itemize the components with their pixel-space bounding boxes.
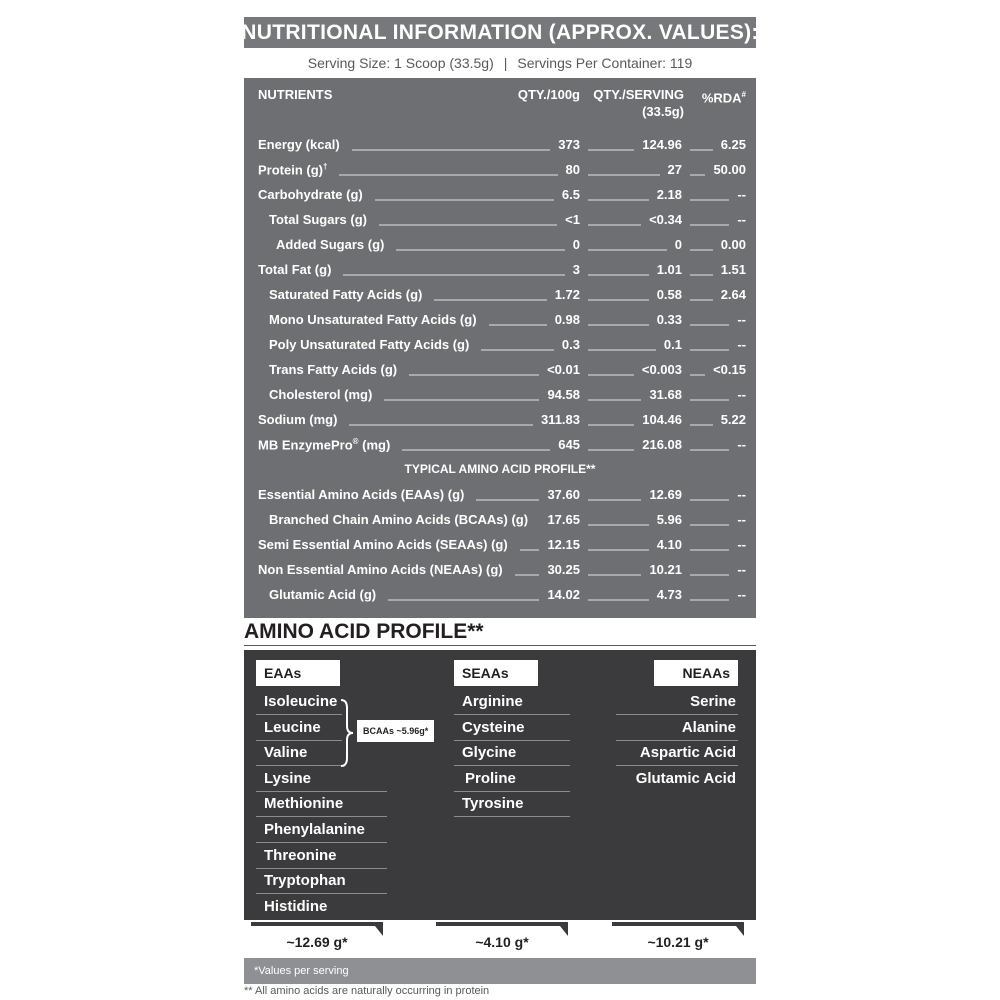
value-serving: 104.46 xyxy=(642,412,682,427)
leader-line xyxy=(588,599,649,601)
row-name: Sodium (mg) xyxy=(258,412,338,427)
leader-line xyxy=(588,524,649,526)
value-100g: 80 xyxy=(565,162,580,177)
value-100g: 37.60 xyxy=(547,487,580,502)
row-name: Glutamic Acid (g) xyxy=(269,587,377,602)
leader-line xyxy=(588,349,656,351)
table-row-mono-unsaturated-fat xyxy=(244,308,756,333)
leader-line xyxy=(352,149,550,151)
value-100g: 311.83 xyxy=(540,412,580,427)
bcaa-brace xyxy=(339,698,355,768)
leader-line xyxy=(690,424,713,426)
eaa-item: Valine xyxy=(256,741,342,766)
leader-line xyxy=(690,249,713,251)
eaa-item: Isoleucine xyxy=(256,690,342,715)
leader-line xyxy=(690,374,705,376)
footnote-per-serving: *Values per serving xyxy=(244,958,756,984)
value-rda: 5.22 xyxy=(720,412,746,427)
leader-line xyxy=(588,399,641,401)
neaa-item: Aspartic Acid xyxy=(616,741,738,766)
value-rda: -- xyxy=(737,187,746,202)
amino-profile-panel xyxy=(244,650,756,920)
header-qty-serving-size: (33.5g) xyxy=(642,104,684,119)
value-100g: 14.02 xyxy=(547,587,580,602)
neaa-item: Glutamic Acid xyxy=(635,770,736,787)
leader-line xyxy=(588,249,667,251)
row-name: Energy (kcal) xyxy=(258,137,340,152)
leader-line xyxy=(588,574,641,576)
table-row-seaas xyxy=(244,533,756,558)
seaas-total-value: ~4.10 g* xyxy=(475,934,529,950)
serving-info xyxy=(244,49,756,76)
row-name: Trans Fatty Acids (g) xyxy=(269,362,398,377)
value-serving: 4.10 xyxy=(656,537,682,552)
divider xyxy=(244,645,756,646)
neaas-total-value: ~10.21 g* xyxy=(647,934,709,950)
leader-line xyxy=(588,499,641,501)
header-qty-serving xyxy=(593,86,684,120)
value-rda: -- xyxy=(737,512,746,527)
eaa-item: Methionine xyxy=(256,792,387,817)
value-rda: -- xyxy=(737,212,746,227)
leader-line xyxy=(588,324,649,326)
value-100g: 1.72 xyxy=(554,287,580,302)
row-name: Added Sugars (g) xyxy=(276,237,385,252)
eaas-total xyxy=(251,922,383,958)
leader-line xyxy=(690,349,729,351)
leader-line xyxy=(588,224,641,226)
eaa-item: Leucine xyxy=(256,716,342,741)
eaas-total-value: ~12.69 g* xyxy=(286,934,348,950)
leader-line xyxy=(690,599,729,601)
value-serving: <0.34 xyxy=(649,212,682,227)
seaa-item: Cysteine xyxy=(454,716,570,741)
leader-line xyxy=(434,299,547,301)
value-serving: 1.01 xyxy=(656,262,682,277)
leader-line xyxy=(339,174,558,176)
leader-line xyxy=(588,424,634,426)
table-row-poly-unsaturated-fat xyxy=(244,333,756,358)
leader-line xyxy=(588,299,649,301)
value-rda: 2.64 xyxy=(720,287,746,302)
value-100g: 645 xyxy=(558,437,580,452)
value-rda: -- xyxy=(737,537,746,552)
leader-line xyxy=(690,149,713,151)
table-row-enzymepro xyxy=(244,433,756,458)
seaas-label: SEAAs xyxy=(454,660,538,686)
leader-line xyxy=(690,274,713,276)
value-serving: 124.96 xyxy=(642,137,682,152)
table-row-total-sugars xyxy=(244,208,756,233)
leader-line xyxy=(396,249,565,251)
row-name: Total Fat (g) xyxy=(258,262,332,277)
totals-band xyxy=(244,920,756,958)
page-title: NUTRITIONAL INFORMATION (APPROX. VALUES): xyxy=(244,17,756,48)
table-row-glutamic-acid xyxy=(244,583,756,608)
row-name xyxy=(258,162,331,177)
value-rda: -- xyxy=(737,587,746,602)
serving-size: Serving Size: 1 Scoop (33.5g) xyxy=(307,54,494,71)
value-serving: 12.69 xyxy=(649,487,682,502)
leader-line xyxy=(690,224,729,226)
leader-line xyxy=(588,549,649,551)
value-100g: 0.98 xyxy=(554,312,580,327)
header-rda-label: %RDA xyxy=(701,90,742,106)
leader-line xyxy=(489,324,547,326)
value-serving: 216.08 xyxy=(642,437,682,452)
value-100g: 3 xyxy=(572,262,580,277)
leader-line xyxy=(588,174,660,176)
value-serving: 10.21 xyxy=(649,562,682,577)
value-rda: -- xyxy=(737,312,746,327)
leader-line xyxy=(379,224,557,226)
value-serving: <0.003 xyxy=(641,362,682,377)
table-row-saturated-fat xyxy=(244,283,756,308)
value-100g: <0.01 xyxy=(547,362,580,377)
row-name: Saturated Fatty Acids (g) xyxy=(269,287,423,302)
eaas-label: EAAs xyxy=(256,660,340,686)
table-row-bcaas xyxy=(244,508,756,533)
leader-line xyxy=(520,549,539,551)
leader-line xyxy=(349,424,533,426)
row-name-text: MB EnzymePro xyxy=(258,437,353,453)
table-row-carbohydrate xyxy=(244,183,756,208)
value-rda: -- xyxy=(737,437,746,452)
leader-line xyxy=(690,399,729,401)
value-serving: 4.73 xyxy=(656,587,682,602)
value-rda: 1.51 xyxy=(720,262,746,277)
seaas-total xyxy=(436,922,568,958)
value-rda: 6.25 xyxy=(720,137,746,152)
leader-line xyxy=(690,524,729,526)
leader-line xyxy=(588,374,634,376)
table-row-energy xyxy=(244,133,756,158)
seaa-item: Glycine xyxy=(454,741,570,766)
row-name: Poly Unsaturated Fatty Acids (g) xyxy=(269,337,470,352)
eaa-item: Histidine xyxy=(264,898,328,915)
value-rda: <0.15 xyxy=(713,362,746,377)
leader-line xyxy=(588,274,649,276)
eaa-item: Phenylalanine xyxy=(256,818,387,843)
amino-subtitle: TYPICAL AMINO ACID PROFILE** xyxy=(404,462,596,476)
leader-line xyxy=(476,499,539,501)
leader-line xyxy=(402,449,550,451)
leader-line xyxy=(690,199,729,201)
value-100g: 94.58 xyxy=(547,387,580,402)
leader-line xyxy=(690,549,729,551)
header-rda-mark: # xyxy=(741,90,746,99)
leader-line xyxy=(690,449,729,451)
value-rda: -- xyxy=(737,487,746,502)
leader-line xyxy=(690,499,729,501)
value-rda: 0.00 xyxy=(720,237,746,252)
header-qty-serving-label: QTY./SERVING xyxy=(593,87,684,102)
table-row-protein xyxy=(244,158,756,183)
row-name-unit: (mg) xyxy=(358,437,391,453)
value-100g: 0 xyxy=(572,237,580,252)
nutrition-table-header xyxy=(244,78,756,130)
value-100g: 6.5 xyxy=(561,187,580,202)
eaa-item: Tryptophan xyxy=(256,869,387,894)
value-100g: 17.65 xyxy=(547,512,580,527)
neaa-item: Serine xyxy=(616,690,738,715)
table-row-sodium xyxy=(244,408,756,433)
header-nutrients: NUTRIENTS xyxy=(258,87,333,102)
value-100g: 373 xyxy=(558,137,580,152)
value-serving: 2.18 xyxy=(656,187,682,202)
leader-line xyxy=(588,449,634,451)
footnote-naturally-occurring: ** All amino acids are naturally occurring in protein xyxy=(244,985,490,997)
value-serving: 0.33 xyxy=(656,312,682,327)
row-name: Branched Chain Amino Acids (BCAAs) (g) xyxy=(269,512,529,527)
value-100g: <1 xyxy=(565,212,580,227)
value-serving: 0.58 xyxy=(656,287,682,302)
value-rda: 50.00 xyxy=(713,162,746,177)
table-row-added-sugars xyxy=(244,233,756,258)
leader-line xyxy=(515,574,539,576)
row-name: Cholesterol (mg) xyxy=(269,387,373,402)
leader-line xyxy=(690,299,713,301)
amino-profile-title: AMINO ACID PROFILE** xyxy=(244,620,484,643)
value-serving: 0.1 xyxy=(663,337,682,352)
value-serving: 27 xyxy=(667,162,682,177)
table-row-neaas xyxy=(244,558,756,583)
leader-line xyxy=(375,199,554,201)
value-100g: 12.15 xyxy=(547,537,580,552)
row-name: Carbohydrate (g) xyxy=(258,187,363,202)
value-serving: 0 xyxy=(674,237,682,252)
serving-separator: | xyxy=(503,54,508,71)
eaa-item: Lysine xyxy=(256,767,387,792)
leader-line xyxy=(409,374,539,376)
servings-per-container: Servings Per Container: 119 xyxy=(517,54,693,71)
nutrition-table xyxy=(244,78,756,618)
row-name xyxy=(258,437,394,452)
row-name: Non Essential Amino Acids (NEAAs) (g) xyxy=(258,562,503,577)
row-name: Mono Unsaturated Fatty Acids (g) xyxy=(269,312,477,327)
seaa-item: Arginine xyxy=(454,690,570,715)
table-row-trans-fat xyxy=(244,358,756,383)
row-name: Essential Amino Acids (EAAs) (g) xyxy=(258,487,465,502)
bcaa-note: BCAAs ~5.96g* xyxy=(357,720,434,742)
row-name-text: Protein (g) xyxy=(258,162,323,178)
table-row-cholesterol xyxy=(244,383,756,408)
value-serving: 5.96 xyxy=(656,512,682,527)
value-rda: -- xyxy=(737,337,746,352)
value-rda: -- xyxy=(737,387,746,402)
leader-line xyxy=(588,199,649,201)
neaa-item: Alanine xyxy=(616,716,738,741)
eaa-item: Threonine xyxy=(256,844,387,869)
leader-line xyxy=(588,149,634,151)
seaa-item: Proline xyxy=(454,767,570,792)
row-name: Total Sugars (g) xyxy=(269,212,367,227)
row-name: Semi Essential Amino Acids (SEAAs) (g) xyxy=(258,537,508,552)
neaas-label: NEAAs xyxy=(654,660,738,686)
leader-line xyxy=(690,324,729,326)
header-qty-100g: QTY./100g xyxy=(517,87,580,102)
leader-line xyxy=(690,574,729,576)
value-100g: 30.25 xyxy=(547,562,580,577)
value-rda: -- xyxy=(737,562,746,577)
leader-line xyxy=(481,349,554,351)
leader-line xyxy=(388,599,539,601)
row-name-mark: † xyxy=(323,162,328,171)
row-name-mark: ® xyxy=(352,437,359,446)
leader-line xyxy=(690,174,705,176)
header-rda xyxy=(702,86,746,106)
table-row-eaas xyxy=(244,483,756,508)
value-serving: 31.68 xyxy=(649,387,682,402)
value-100g: 0.3 xyxy=(561,337,580,352)
leader-line xyxy=(343,274,565,276)
table-row-total-fat xyxy=(244,258,756,283)
neaas-total xyxy=(612,922,744,958)
leader-line xyxy=(384,399,539,401)
seaa-item: Tyrosine xyxy=(454,792,570,817)
